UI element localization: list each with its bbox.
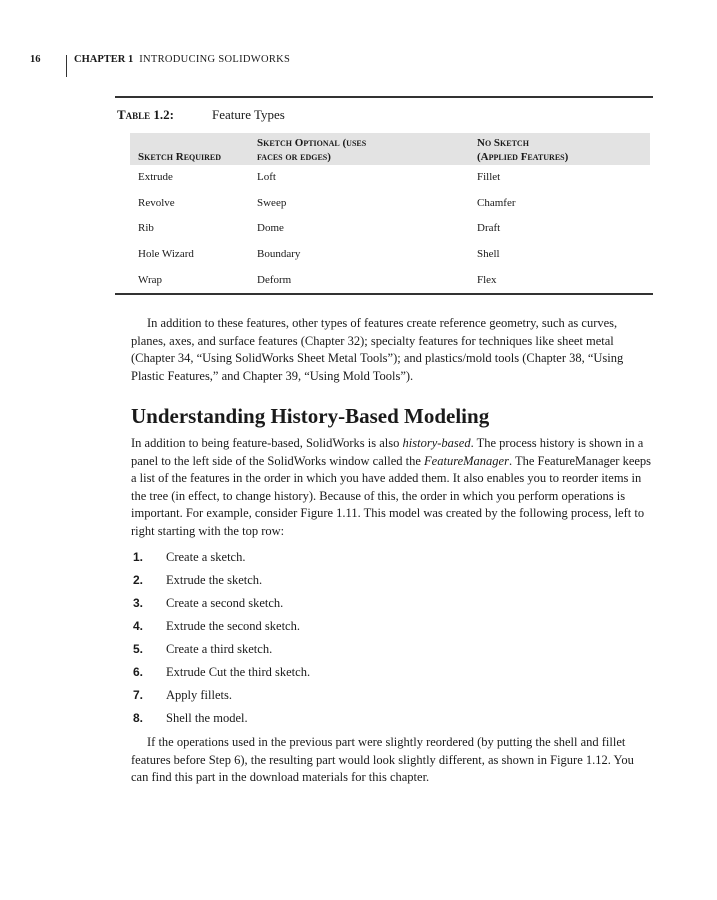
table-bottom-rule	[115, 293, 653, 295]
list-number: 4.	[133, 619, 144, 633]
chapter-title: INTRODUCING SOLIDWORKS	[139, 53, 291, 65]
list-item	[131, 638, 653, 661]
body-paragraph: In addition to being feature-based, SolidWorks is also history-based. The process history is shown in a panel to the left side of the SolidWorks window called the FeatureManager. The FeatureManager keeps a list of the features in the order in which you have added them. It also enables you to reorder items in the tree (in effect, to change history). Because of this, the order in which you perform operations is important. For example, consider Figure 1.11. This model was created by the following process, left to right starting with the top row:	[131, 436, 652, 538]
table-top-rule	[115, 96, 653, 98]
body-text	[131, 315, 653, 787]
list-number: 6.	[133, 665, 144, 679]
table-cell: Chamfer	[477, 196, 516, 209]
list-item	[131, 592, 653, 615]
list-number: 3.	[133, 596, 144, 610]
table-cell: Fillet	[477, 171, 501, 183]
list-item	[131, 661, 653, 684]
list-text: Extrude the sketch.	[166, 573, 263, 587]
table-cell: Draft	[477, 222, 501, 235]
running-header	[30, 41, 290, 77]
table-cell: Extrude	[138, 171, 173, 183]
table-cell: Hole Wizard	[138, 248, 194, 261]
table-cell: Revolve	[138, 196, 175, 209]
list-item	[131, 707, 653, 730]
list-number: 8.	[133, 711, 144, 725]
list-number: 5.	[133, 642, 144, 656]
table-cell: Boundary	[257, 248, 301, 261]
list-text: Create a third sketch.	[166, 642, 273, 656]
header-divider	[66, 55, 67, 77]
list-number: 2.	[133, 573, 144, 587]
section-heading: Understanding History-Based Modeling	[131, 404, 490, 428]
list-item	[131, 569, 653, 592]
list-text: Extrude the second sketch.	[166, 619, 300, 633]
column-header: No Sketch (Applied Features)	[477, 137, 569, 163]
list-text: Create a sketch.	[166, 550, 246, 564]
table-cell: Sweep	[257, 196, 287, 209]
table-label: Table 1.2:	[117, 107, 175, 122]
list-item	[131, 615, 653, 638]
list-number: 7.	[133, 688, 144, 702]
table-cell: Flex	[477, 273, 497, 286]
list-number: 1.	[133, 550, 144, 564]
table-caption	[117, 107, 285, 123]
list-text: Shell the model.	[166, 711, 248, 725]
table-cell: Shell	[477, 248, 500, 261]
list-item	[131, 684, 653, 707]
chapter-label: CHAPTER 1	[74, 53, 134, 65]
list-text: Apply fillets.	[166, 688, 232, 702]
numbered-list	[131, 546, 653, 730]
table-cell: Rib	[138, 222, 154, 235]
table-cell: Dome	[257, 222, 284, 235]
list-text: Create a second sketch.	[166, 596, 284, 610]
body-paragraph: If the operations used in the previous part were slightly reordered (by putting the shell and fillet features before Step 6), the resulting part would look slightly different, as shown in Figure 1.12. You can find this part in the download materials for this chapter.	[131, 735, 634, 784]
list-text: Extrude Cut the third sketch.	[166, 665, 311, 679]
table-cell: Deform	[257, 273, 292, 286]
table-cell: Loft	[257, 171, 276, 183]
body-paragraph: In addition to these features, other types of features create reference geometry, such as curves, planes, axes, and surface features (Chapter 32); specialty features for techniques like sheet metal (Chapter 34, “Using SolidWorks Sheet Metal Tools”); and plastics/mold tools (Chapter 38, “Using Plastic Features,” and Chapter 39, “Using Mold Tools”).	[131, 316, 624, 383]
page-number: 16	[30, 53, 41, 65]
column-header: Sketch Optional (uses faces or edges)	[257, 137, 367, 163]
table-title: Feature Types	[212, 107, 285, 122]
column-header: Sketch Required	[138, 151, 222, 163]
table-cell: Wrap	[138, 273, 162, 286]
list-item	[131, 546, 653, 569]
